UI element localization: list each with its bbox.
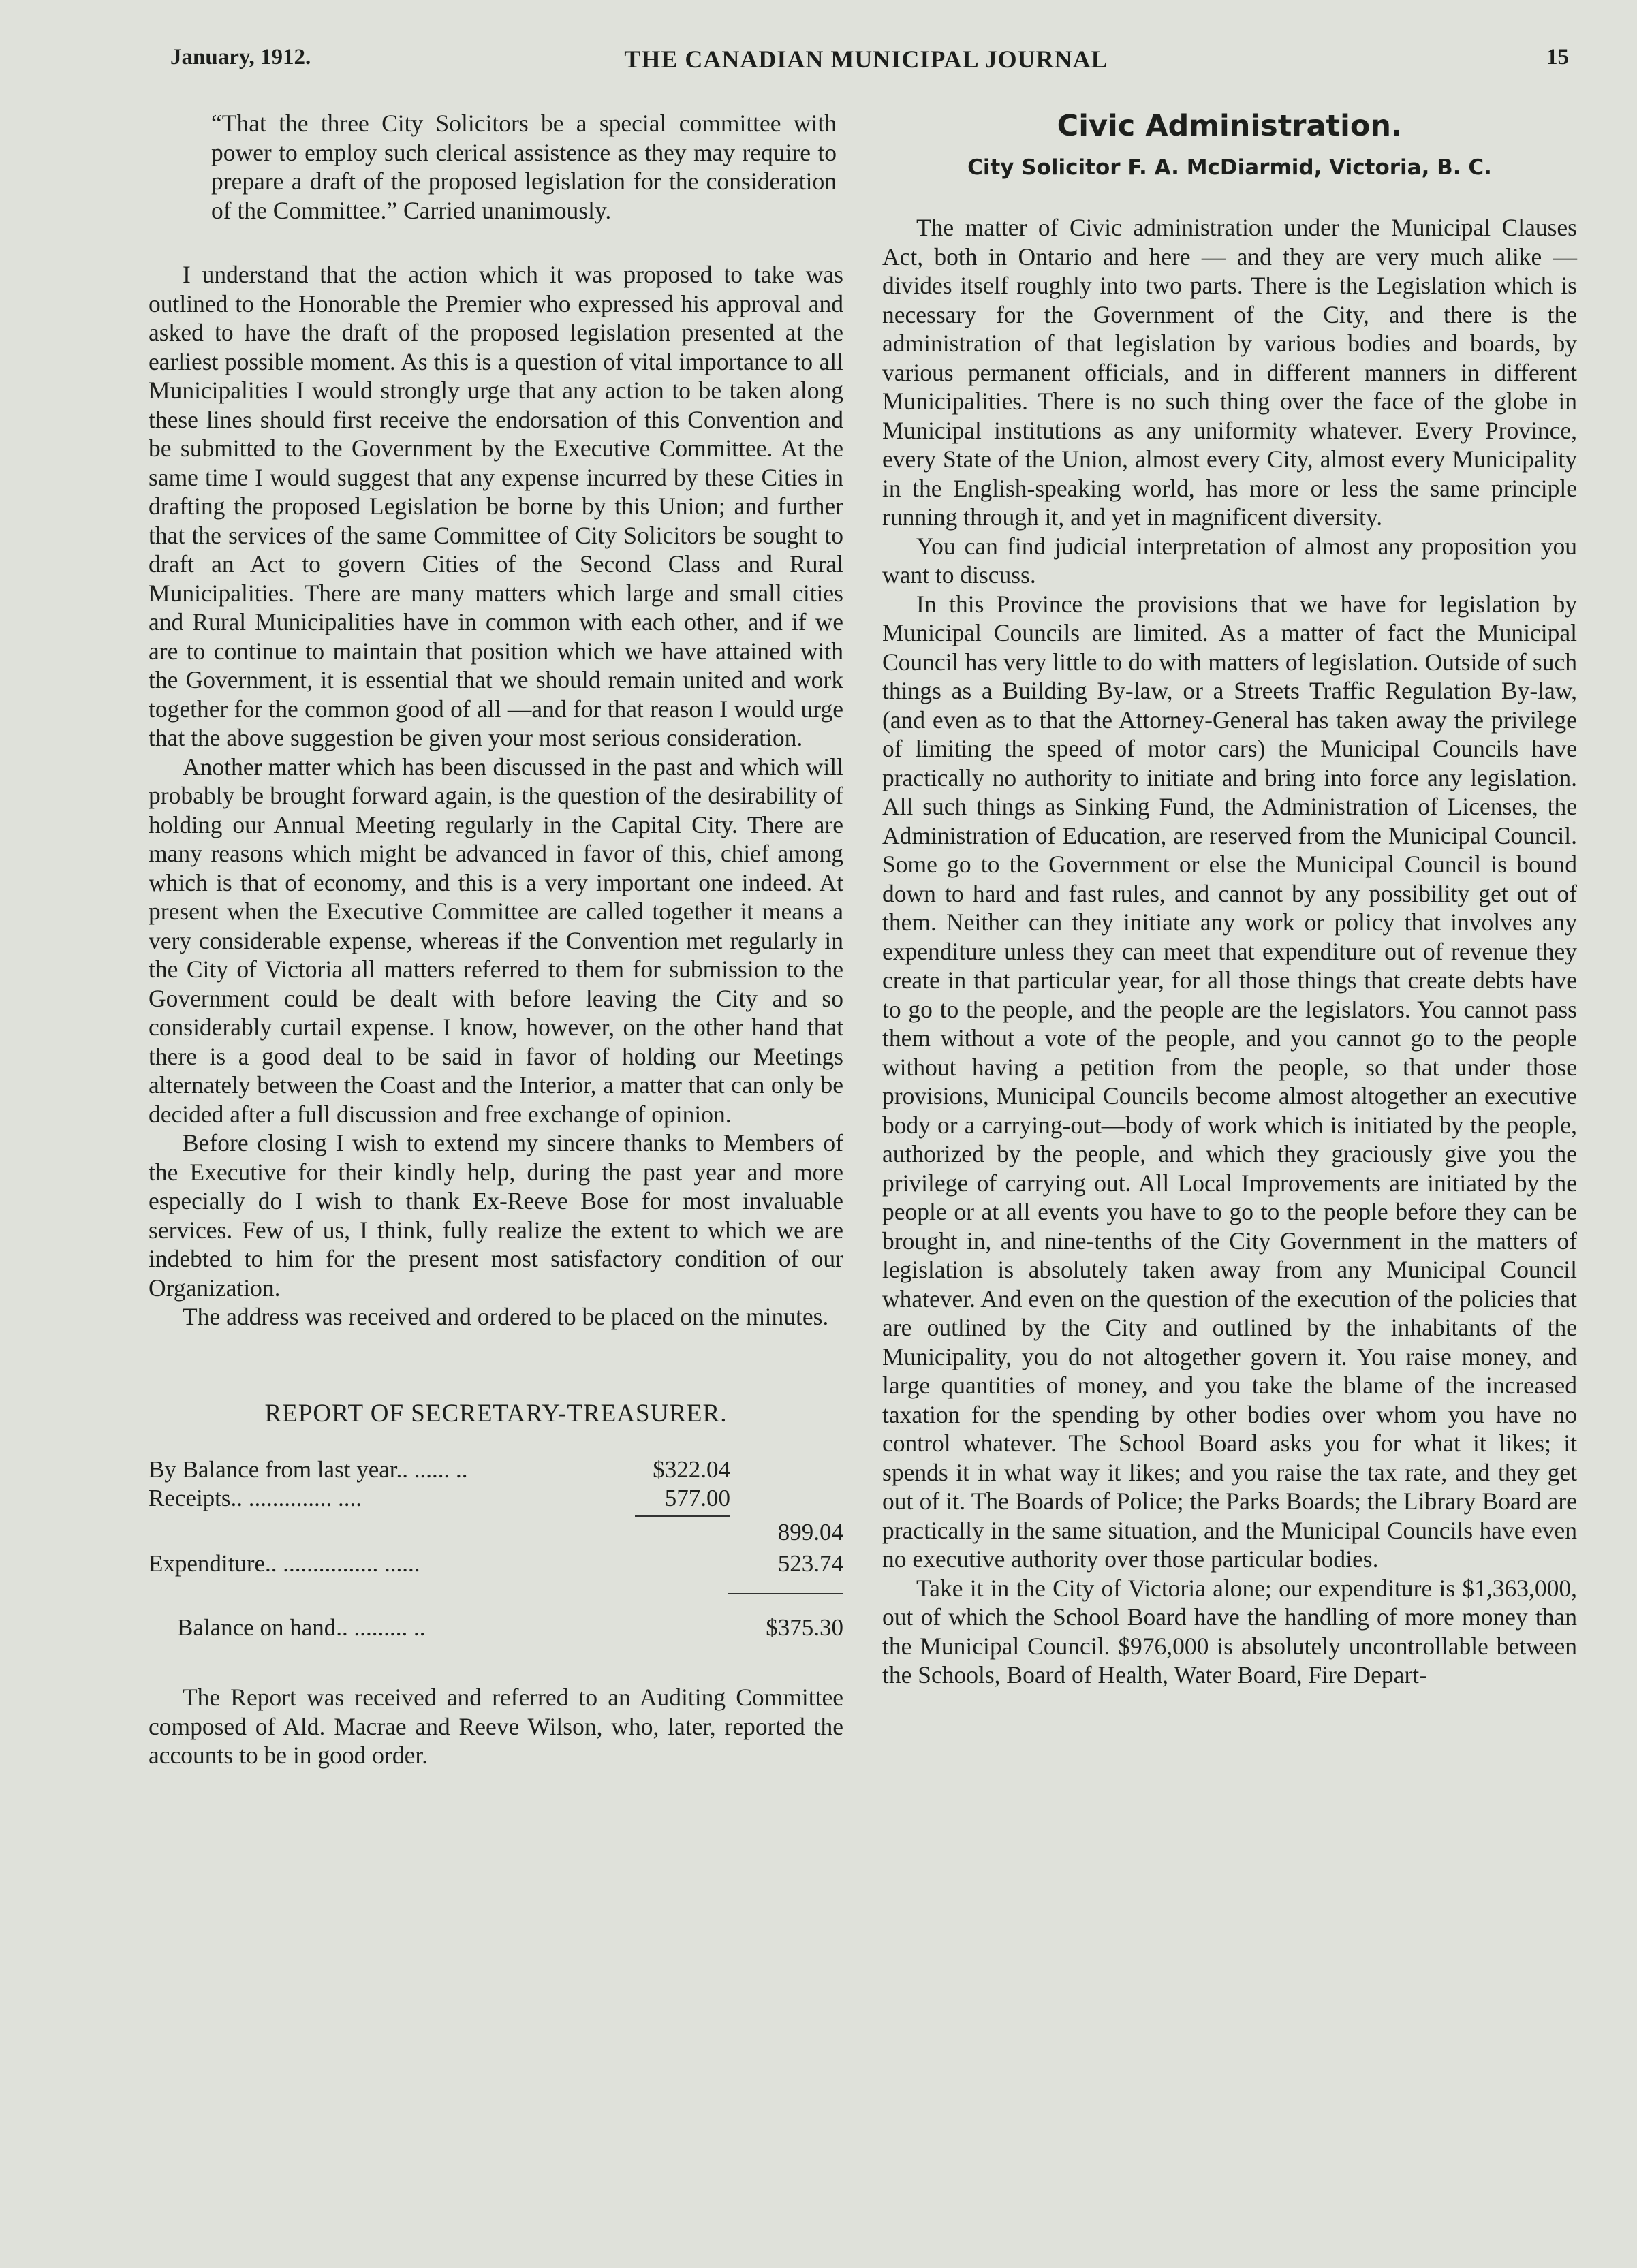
article-title: Civic Administration. <box>1057 109 1403 143</box>
paragraph: The address was received and ordered to be placed on the minutes. <box>183 1303 829 1330</box>
issue-date: January, 1912. <box>170 45 311 69</box>
report-row-expenditure <box>149 1549 843 1578</box>
receipts-label: Receipts.. .............. .... <box>149 1485 362 1511</box>
page-number: 15 <box>1546 45 1569 69</box>
balance-value: $322.04 <box>653 1456 730 1483</box>
report-row-subtotal <box>149 1513 843 1545</box>
report-row-receipts <box>149 1484 843 1513</box>
rule-line <box>728 1593 843 1594</box>
report-title: REPORT OF SECRETARY-TREASURER. <box>264 1399 728 1428</box>
paragraph: Another matter which has been discussed in the past and which will probably be brought forward again, is the question of the desirability of holding our Annual Meeting regularly in the Capital City. There are many reasons which might be advanced in favor of this, chief among which is that of economy, and this is a very important one indeed. At present when the Executive Committee are called together it means a very considerable expense, whereas if the Convention met regularly in the City of Victoria all matters referred to them for submission to the Government could be dealt with before leaving the City and so considerably curtail expense. I know, however, on the other hand that there is a good deal to be said in favor of holding our Meetings alternately between the Coast and the Interior, a matter that can only be decided after a full discussion and free exchange of opinion. <box>149 753 843 1128</box>
resolution-quote: “That the three City Solicitors be a special committee with power to employ such clerical assistence as they may require to prepare a draft of the proposed legislation for the consideration of the Committee.” Carried unanimously. <box>211 110 837 224</box>
on-hand-value: $375.30 <box>766 1614 843 1641</box>
receipts-value: 577.00 <box>664 1485 730 1511</box>
expenditure-label: Expenditure.. ................ ...... <box>149 1550 420 1577</box>
paragraph: In this Province the provisions that we have for legislation by Municipal Councils are limited. As a matter of fact the Municipal Council has very little to do with matters of legislation. Outside of such things as a Building By-law, or a Streets Traffic Regulation By-law, (and even as to that the Attorney-General has taken away the privilege of limiting the speed of motor cars) the Municipal Councils have practically no authority to initiate and bring into force any legislation. All such things as Sinking Fund, the Administration of Licenses, the Administration of Education, are reserved from the Municipal Council. Some go to the Government or else the Municipal Council is bound down to hard and fast rules, and cannot by any possibility get out of them. Neither can they initiate any work or policy that involves any expenditure unless they can meet that expenditure out of revenue they create in that particular year, for all those things that create debts have to go to the people, and the people are the legislators. You cannot pass them without a vote of the people, and you cannot go to the people without having a petition from the people, so that under those provisions, Municipal Councils become almost altogether an executive body or a carrying-out—body of work which is initiated by the people, authorized by the people, and which they graciously give you the privilege of carrying out. All Local Improvements are initiated by the people or at all events you have to go to the people before they can be brought in, and nine-tenths of the City Government in the matters of legislation is absolutely taken away from any Municipal Council whatever. And even on the question of the execution of the policies that are outlined by the City and outlined by the inhabitants of the Municipality, you do not altogether govern it. You raise money, and large quantities of money, and you take the blame of the increased taxation for the spending by other bodies over whom you have no control whatever. The School Board asks you for what it likes; it spends it in what way it likes; and you raise the tax rate, and they get out of it. The Boards of Police; the Parks Boards; the Library Board are practically in the same situation, and the Municipal Councils have even no executive authority over those particular bodies. <box>882 590 1577 1573</box>
paragraph: You can find judicial interpretation of almost any proposition you want to discuss. <box>882 532 1577 588</box>
article-byline: City Solicitor F. A. McDiarmid, Victoria, B. C. <box>967 155 1492 180</box>
subtotal-value: 899.04 <box>777 1519 843 1545</box>
expenditure-value: 523.74 <box>777 1550 843 1577</box>
report-row-on-hand <box>149 1613 843 1642</box>
running-head <box>163 45 1569 79</box>
on-hand-label: Balance on hand.. ......... .. <box>177 1614 426 1641</box>
paragraph: Take it in the City of Victoria alone; our expenditure is $1,363,000, out of which the School Board have the handling of more money than the Municipal Council. $976,000 is absolutely uncontrollable between the Schools, Board of Health, Water Board, Fire Depart- <box>882 1574 1577 1688</box>
paragraph: The matter of Civic administration under the Municipal Clauses Act, both in Ontario and here — and they are very much alike — divides itself roughly into two parts. There is the Legislation which is necessary for the Government of the City, and there is the administration of that legislation by various bodies and boards, by various permanent officials, and in different manners in different Municipalities. There is no such thing over the face of the globe in Municipal institutions as any uniformity whatever. Every Province, every State of the Union, almost every City, almost every Municipality in the English-speaking world, has more or less the same principle running through it, and yet in magnificent diversity. <box>882 214 1577 531</box>
right-column <box>882 109 1577 1690</box>
paragraph: Before closing I wish to extend my sincere thanks to Members of the Executive for their kindly help, during the past year and more especially do I wish to thank Ex-Reeve Bose for most invaluable services. Few of us, I think, fully realize the extent to which we are indebted to him for the present most satisfactory condition of our Organization. <box>149 1129 843 1302</box>
financial-report <box>149 1455 843 1642</box>
paragraph: The Report was received and referred to an Auditing Committee composed of Ald. Macrae and Reeve Wilson, who, later, reported the accounts to be in good order. <box>149 1684 843 1769</box>
report-row-balance <box>149 1455 843 1484</box>
rule-line <box>635 1515 730 1517</box>
left-column <box>149 109 843 1770</box>
paragraph: I understand that the action which it was proposed to take was outlined to the Honorable the Premier who expressed his approval and asked to have the draft of the proposed legislation presented at the earliest possible moment. As this is a question of vital importance to all Municipalities I would strongly urge that any action to be taken along these lines should first receive the endorsation of this Convention and be submitted to the Government by the Executive Committee. At the same time I would suggest that any expense incurred by these Cities in drafting the proposed Legislation be borne by this Union; and further that the services of the same Committee of City Solicitors be sought to draft an Act to govern Cities of the Second Class and Rural Municipalities. There are many matters which large and small cities and Rural Municipalities have in common with each other, and if we are to continue to maintain that position which we have attained with the Government, it is essential that we should remain united and work together for the common good of all —and for that reason I would urge that the above suggestion be given your most serious consideration. <box>149 261 843 751</box>
journal-title: THE CANADIAN MUNICIPAL JOURNAL <box>624 46 1108 73</box>
balance-label: By Balance from last year.. ...... .. <box>149 1456 468 1483</box>
report-row-rule <box>149 1578 843 1598</box>
